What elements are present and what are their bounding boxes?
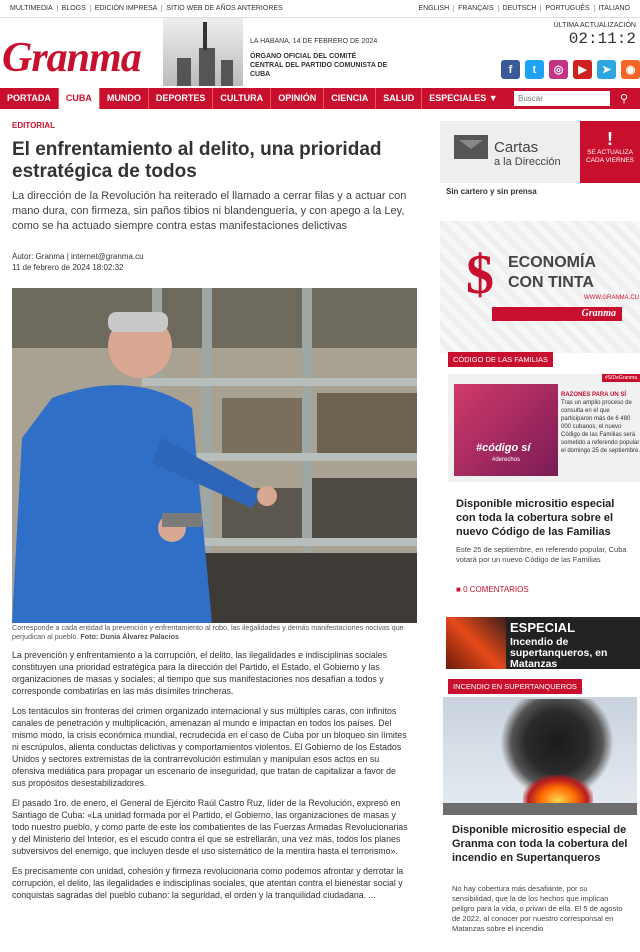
incendio-headline[interactable]: Disponible micrositio especial de Granma con toda la cobertura del incendio en Supertanqueros bbox=[452, 824, 628, 864]
families-photo bbox=[454, 384, 558, 476]
article-paragraph: Los tentáculos sin fronteras del crimen organizado internacional y sus múltiples caras, con infinitos canales de penetración y multiplicación, amenazan al mundo e impactan en todos los países. Del mismo modo, la crisis económica mundial, recrudecida en el caso de Cuba por un bloqueo sin límites ni escrúpulos, alienta conductas delictivas y comportamientos violentos. El Gobierno de los Estados Unidos y sectores extremistas de la contrarrevolución estimulan y manipulan esos actos en su ofensiva mediática para propagar un escenario de inseguridad, que tratan de capitalizar a favor de sus propósitos desestabilizadores. bbox=[12, 706, 407, 788]
nav-cuba[interactable]: CUBA bbox=[59, 88, 100, 109]
cartas-badge-text: SE ACTUALIZA CADA VIERNES bbox=[585, 149, 635, 164]
economia-con-tinta-banner[interactable] bbox=[440, 221, 640, 353]
rss-icon[interactable]: ◉ bbox=[621, 60, 640, 79]
codigo-summary: Este 25 de septiembre, en referendo popular, Cuba votará por un nuevo Código de las Familias bbox=[456, 545, 627, 564]
incendio-tag[interactable]: INCENDIO EN SUPERTANQUEROS bbox=[448, 679, 582, 694]
facebook-icon[interactable]: f bbox=[501, 60, 520, 79]
article-meta bbox=[12, 251, 144, 273]
cartas-note: Sin cartero y sin prensa bbox=[446, 187, 537, 196]
language-links bbox=[414, 5, 634, 12]
article-body bbox=[12, 649, 412, 909]
lang-italian-link[interactable]: ITALIANO bbox=[598, 5, 630, 12]
warehouse-worker-illustration bbox=[12, 288, 417, 623]
nav-salud[interactable]: SALUD bbox=[376, 88, 422, 109]
article-author: Autor: Granma | internet@granma.cu bbox=[12, 252, 144, 261]
nav-mundo[interactable]: MUNDO bbox=[100, 88, 149, 109]
article-paragraph: La prevención y enfrentamiento a la corrupción, el delito, las ilegalidades e indisciplinas sociales constituyen una prioridad estratégica para la dirección del Partido, el Estado, el Gobierno y las organizaciones de masas y sociales; al tiempo que sus manifestaciones nos desafían a todos y corresponde combatirlas en las más disímiles trincheras. bbox=[12, 650, 388, 696]
nav-cultura[interactable]: CULTURA bbox=[213, 88, 271, 109]
ground bbox=[443, 803, 637, 815]
multimedia-link[interactable]: MULTIMEDIA bbox=[6, 5, 58, 12]
article-photo bbox=[12, 288, 417, 623]
cartas-subtitle: a la Dirección bbox=[494, 156, 561, 168]
econ-brand: Granma bbox=[492, 307, 622, 321]
codigo-si-text: #código sí bbox=[476, 442, 531, 454]
codigo-image-heading: RAZONES PARA UN SÍ bbox=[561, 392, 627, 398]
codigo-image-body: Tras un amplio proceso de consulta en el que participaron más de 6 480 000 cubanos, el nuevo Código de las Familias será sometido a referendo popular el domingo 25 de septiembre. bbox=[561, 400, 640, 454]
envelope-icon bbox=[454, 135, 488, 159]
twitter-icon[interactable]: t bbox=[525, 60, 544, 79]
incendio-summary: No hay cobertura más desafiante, por su sensibilidad, que la de los hechos que implican peligro para la vida, o privan de ella. El 5 de agosto de 2022, al conocer por nuestro corresponsal en Matanzas sobre el incendio bbox=[452, 884, 623, 933]
current-date: LA HABANA, 14 DE FEBRERO DE 2024 bbox=[250, 38, 378, 45]
monument-image bbox=[163, 18, 243, 86]
lang-portuguese-link[interactable]: PORTUGUÊS bbox=[541, 5, 594, 12]
youtube-icon[interactable]: ▶ bbox=[573, 60, 592, 79]
granma-logo[interactable]: Granma bbox=[2, 35, 141, 81]
comments-link[interactable] bbox=[456, 585, 529, 594]
article-paragraph: El pasado 1ro. de enero, el General de Ejército Raúl Castro Ruz, líder de la Revolución, expresó en Santiago de Cuba: «La unidad formada por el Partido, el Gobierno, las organizaciones de masas y todo nuestro pueblo, y como parte de este los combatientes de las Fuerzas Armadas Revolucionarias y del Ministerio del Interior, es el escudo contra el que se estrellarán, una vez más, todos los planes subversivos del enemigo, que incluyen desde el uso sistemático de la mentira hasta el terrorismo». bbox=[12, 798, 408, 856]
sitio-anterior-link[interactable]: SITIO WEB DE AÑOS ANTERIORES bbox=[166, 5, 283, 12]
lang-french-link[interactable]: FRANÇAIS bbox=[454, 5, 498, 12]
dollar-pen-icon: $ bbox=[466, 244, 494, 306]
econ-site: WWW.GRANMA.CU bbox=[584, 295, 639, 301]
instagram-icon[interactable]: ◎ bbox=[549, 60, 568, 79]
codigo-familias-tag[interactable]: CÓDIGO DE LAS FAMILIAS bbox=[448, 352, 553, 367]
nav-especiales-dropdown[interactable]: ESPECIALES ▼ bbox=[429, 93, 498, 103]
exclamation-icon: ! bbox=[607, 129, 613, 149]
caption-text: Corresponde a cada entidad la prevención y enfrentamiento al robo, las ilegalidades y demás manifestaciones nocivas que perjudican al pueblo. bbox=[12, 623, 404, 641]
top-links-bar bbox=[0, 0, 640, 18]
article-date: 11 de febrero de 2024 18:02:32 bbox=[12, 263, 124, 272]
nav-ciencia[interactable]: CIENCIA bbox=[324, 88, 376, 109]
organ-subtitle: ÓRGANO OFICIAL DEL COMITÉ CENTRAL DEL PARTIDO COMUNISTA DE CUBA bbox=[250, 53, 388, 78]
article-paragraph[interactable]: Es precisamente con unidad, cohesión y firmeza revolucionaria como podemos afrontar y derrotar la corrupción, el delito, las ilegalidades e indisciplinas sociales, que atentan contra el bienestar social y conquistas sagradas del pueblo cubano: la seguridad, el orden y la tranquilidad ciudadana. ... bbox=[12, 866, 404, 900]
last-update-clock: 02:11:2 bbox=[568, 30, 636, 48]
incendio-photo[interactable] bbox=[443, 697, 637, 815]
article-title: El enfrentamiento al delito, una prioridad estratégica de todos bbox=[12, 139, 382, 182]
last-update-label: ÚLTIMA ACTUALIZACIÓN bbox=[553, 22, 636, 29]
econ-title: ECONOMÍA CON TINTA bbox=[508, 254, 596, 291]
search-input[interactable] bbox=[514, 91, 610, 106]
codigo-familias-image[interactable] bbox=[448, 374, 640, 482]
codigo-image-text bbox=[561, 391, 640, 455]
photo-caption bbox=[12, 623, 417, 641]
top-links-left bbox=[6, 5, 287, 12]
nav-portada[interactable]: PORTADA bbox=[0, 88, 59, 109]
site-header bbox=[0, 18, 640, 88]
comments-count: 0 COMENTARIOS bbox=[463, 585, 529, 594]
comment-icon: ■ bbox=[456, 585, 461, 594]
main-nav bbox=[0, 88, 640, 109]
especial-label: ESPECIAL bbox=[510, 620, 576, 635]
cartas-title: Cartas bbox=[494, 139, 539, 156]
codigo-derechos-text: #derechos bbox=[492, 457, 521, 463]
telegram-icon[interactable]: ➤ bbox=[597, 60, 616, 79]
nav-deportes[interactable]: DEPORTES bbox=[149, 88, 214, 109]
especial-incendio-banner[interactable] bbox=[446, 617, 640, 669]
codigo-headline[interactable]: Disponible micrositio especial con toda la cobertura sobre el nuevo Código de las Familias bbox=[456, 498, 615, 538]
social-links bbox=[501, 60, 640, 79]
edicion-impresa-link[interactable]: EDICIÓN IMPRESA bbox=[91, 5, 163, 12]
cartas-badge bbox=[580, 121, 640, 183]
article-lead: La dirección de la Revolución ha reiterado el llamado a cerrar filas y a actuar con mano dura, con firmeza, sin paños tibios ni blandenguería, y con apego a la Ley, como se ha actuado siempre contra estas manifestaciones delictivas bbox=[12, 190, 407, 232]
cartas-banner[interactable] bbox=[440, 121, 640, 183]
codigo-hashtag: #SíDeGranma bbox=[602, 374, 640, 382]
search-button[interactable] bbox=[614, 90, 634, 107]
blogs-link[interactable]: BLOGS bbox=[58, 5, 91, 12]
lang-german-link[interactable]: DEUTSCH bbox=[499, 5, 542, 12]
especial-sub: Incendio de supertanqueros, en Matanzas bbox=[510, 636, 608, 669]
nav-opinion[interactable]: OPINIÓN bbox=[271, 88, 324, 109]
search-icon: ⚲ bbox=[619, 93, 629, 105]
lang-english-link[interactable]: ENGLISH bbox=[414, 5, 454, 12]
fire-photo-thumb bbox=[446, 617, 506, 669]
article-section[interactable]: EDITORIAL bbox=[12, 121, 55, 130]
photo-credit: Foto: Dunia Álvarez Palacios bbox=[80, 632, 179, 641]
